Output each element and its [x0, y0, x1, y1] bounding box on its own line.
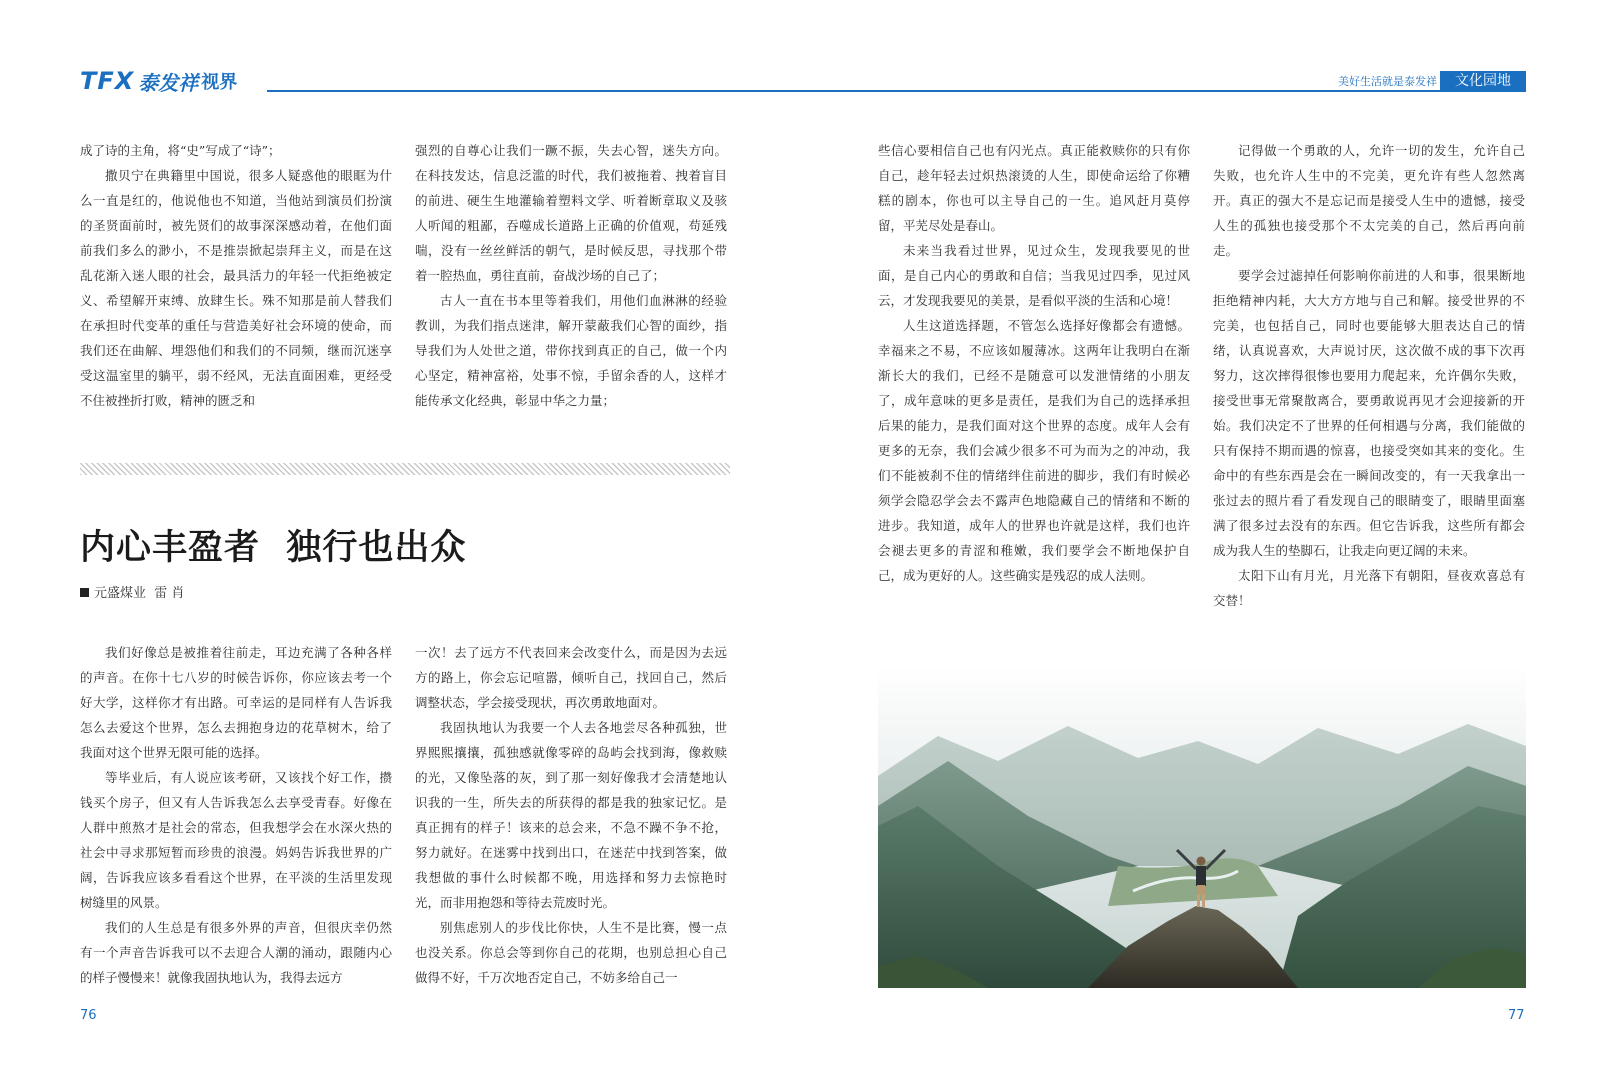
article-title: 内心丰盈者 独行也出众 — [80, 528, 467, 568]
logo-brand: 泰发祥 — [138, 70, 199, 95]
paragraph: 记得做一个勇敢的人，允许一切的发生，允许自己失败，也允许人生中的不完美，更允许有些人忽然离开。真正的强大不是忘记而是接受人生中的遗憾，接受人生的孤独也接受那个不太完美的自己，然后再向前走。 — [1213, 143, 1525, 258]
paragraph: 人生这道选择题，不管怎么选择好像都会有遗憾。幸福来之不易，不应该如履薄冰。这两年让我明白在渐渐长大的我们，已经不是随意可以发泄情绪的小朋友了，成年意味的更多是责任，是我们为自己的选择承担后果的能力，是我们面对这个世界的态度。成年人会有更多的无奈，我们会减少很多不可为而为之的冲动，我们不能被刹不住的情绪绊住前进的脚步，我们有时候必须学会隐忍学会去不露声色地隐藏自己的情绪和不断的进步。我知道，成年人的世界也许就是这样，我们也许会褪去更多的青涩和稚嫩，我们要学会不断地保护自己，成为更好的人。这些确实是残忍的成人法则。 — [878, 318, 1190, 583]
paragraph: 撒贝宁在典籍里中国说，很多人疑惑他的眼眶为什么一直是红的，他说他也不知道，当他站到演员们扮演的圣贤面前时，被先贤们的故事深深感动着，在他们面前我们多么的渺小，不是推崇掀起崇拜主义，而是在这乱花渐入迷人眼的社会，最具活力的年轻一代拒绝被定义、希望解开束缚、放肆生长。殊不知那是前人替我们在承担时代变革的重任与营造美好社会环境的使命，而我们还在曲解、埋怨他们和我们的不同频，继而沉迷享受这温室里的躺平，弱不经风，无法直面困难，更经受不住被挫折打败，精神的匮乏和 — [80, 168, 392, 408]
left-top-column-1 — [80, 138, 392, 413]
paragraph: 一次！去了远方不代表回来会改变什么，而是因为去远方的路上，你会忘记喧嚣，倾听自己，找回自己，然后调整状态，学会接受现状，再次勇敢地面对。 — [415, 645, 727, 710]
page-number-left: 76 — [80, 1008, 97, 1023]
header-slogan: 美好生活就是泰发祥 — [1338, 75, 1437, 88]
paragraph: 未来当我看过世界，见过众生，发现我要见的世面，是自己内心的勇敢和自信；当我见过四季，见过风云，才发现我要见的美景，是看似平淡的生活和心境！ — [878, 243, 1190, 308]
logo-suffix: 视界 — [201, 72, 238, 93]
paragraph: 我们好像总是被推着往前走，耳边充满了各种各样的声音。在你十七八岁的时候告诉你，你应该去考一个好大学，这样你才有出路。可幸运的是同样有人告诉我怎么去爱这个世界，怎么去拥抱身边的花草树木，给了我面对这个世界无限可能的选择。 — [80, 645, 392, 760]
paragraph: 别焦虑别人的步伐比你快，人生不是比赛，慢一点也没关系。你总会等到你自己的花期，也别总担心自己做得不好，千万次地否定自己，不妨多给自己一 — [415, 920, 727, 985]
mountain-summit-photo — [878, 666, 1526, 988]
left-bottom-column-2 — [415, 640, 727, 990]
author-bullet — [80, 588, 89, 597]
section-divider — [80, 463, 730, 475]
paragraph: 等毕业后，有人说应该考研，又该找个好工作，攒钱买个房子，但又有人告诉我怎么去享受青春。好像在人群中煎熬才是社会的常态，但我想学会在水深火热的社会中寻求那短暂而珍贵的浪漫。妈妈告诉我世界的广阔，告诉我应该多看看这个世界，在平淡的生活里发现树缝里的风景。 — [80, 770, 392, 910]
left-top-column-2 — [415, 138, 727, 413]
paragraph: 我固执地认为我要一个人去各地尝尽各种孤独，世界熙熙攘攘，孤独感就像零碎的岛屿会找到海，像救赎的光，又像坠落的灰，到了那一刻好像我才会清楚地认识我的一生，所失去的所获得的都是我的独家记忆。是真正拥有的样子！该来的总会来，不急不躁不争不抢，努力就好。在迷雾中找到出口，在迷茫中找到答案，做我想做的事什么时候都不晚，用选择和努力去惊艳时光，而非用抱怨和等待去荒废时光。 — [415, 720, 727, 910]
left-bottom-column-1 — [80, 640, 392, 990]
section-tag: 文化园地 — [1440, 71, 1526, 92]
paragraph: 强烈的自尊心让我们一蹶不振，失去心智，迷失方向。在科技发达，信息泛滥的时代，我们被拖着、拽着盲目的前进、硬生生地灌输着塑料文学、听着断章取义及骇人听闻的粗鄙，吞噬成长道路上正确的价值观，苟延残喘，没有一丝丝鲜活的朝气，是时候反思，寻找那个带着一腔热血，勇往直前，奋战沙场的自己了； — [415, 143, 727, 283]
paragraph: 我们的人生总是有很多外界的声音，但很庆幸仍然有一个声音告诉我可以不去迎合人潮的涌动，跟随内心的样子慢慢来！就像我固执地认为，我得去远方 — [80, 920, 392, 985]
author-text: 元盛煤业 雷 肖 — [94, 586, 185, 601]
paragraph: 太阳下山有月光，月光落下有朝阳，昼夜欢喜总有交替！ — [1213, 568, 1525, 608]
paragraph: 要学会过滤掉任何影响你前进的人和事，很果断地拒绝精神内耗，大大方方地与自己和解。接受世界的不完美，也包括自己，同时也要能够大胆表达自己的情绪，认真说喜欢，大声说讨厌，这次做不成的事下次再努力，这次摔得很惨也要用力爬起来，允许偶尔失败，接受世事无常聚散离合，要勇敢说再见才会迎接新的开始。我们决定不了世界的任何相遇与分离，我们能做的只有保持不期而遇的惊喜，也接受突如其来的变化。生命中的有些东西是会在一瞬间改变的，有一天我拿出一张过去的照片看了看发现自己的眼睛变了，眼睛里面塞满了很多过去没有的东西。但它告诉我，这些所有都会成为我人生的垫脚石，让我走向更辽阔的未来。 — [1213, 268, 1525, 558]
paragraph: 成了诗的主角，将“史”写成了“诗”； — [80, 143, 281, 158]
right-column-1 — [878, 138, 1190, 588]
mountain-illustration — [878, 666, 1526, 988]
page-number-right: 77 — [1508, 1008, 1525, 1023]
magazine-logo — [80, 68, 237, 94]
article-author — [80, 582, 184, 601]
header-rule — [267, 90, 1524, 92]
paragraph: 些信心要相信自己也有闪光点。真正能救赎你的只有你自己，趁年轻去过炽热滚烫的人生，即使命运给了你糟糕的剧本，你也可以主导自己的一生。追风赶月莫停留，平芜尽处是春山。 — [878, 143, 1190, 233]
paragraph: 古人一直在书本里等着我们，用他们血淋淋的经验教训，为我们指点迷津，解开蒙蔽我们心智的面纱，指导我们为人处世之道，带你找到真正的自己，做一个内心坚定，精神富裕，处事不惊，手留余香的人，这样才能传承文化经典，彰显中华之力量； — [415, 293, 727, 408]
logo-latin: TFX — [80, 67, 135, 95]
right-column-2 — [1213, 138, 1525, 613]
